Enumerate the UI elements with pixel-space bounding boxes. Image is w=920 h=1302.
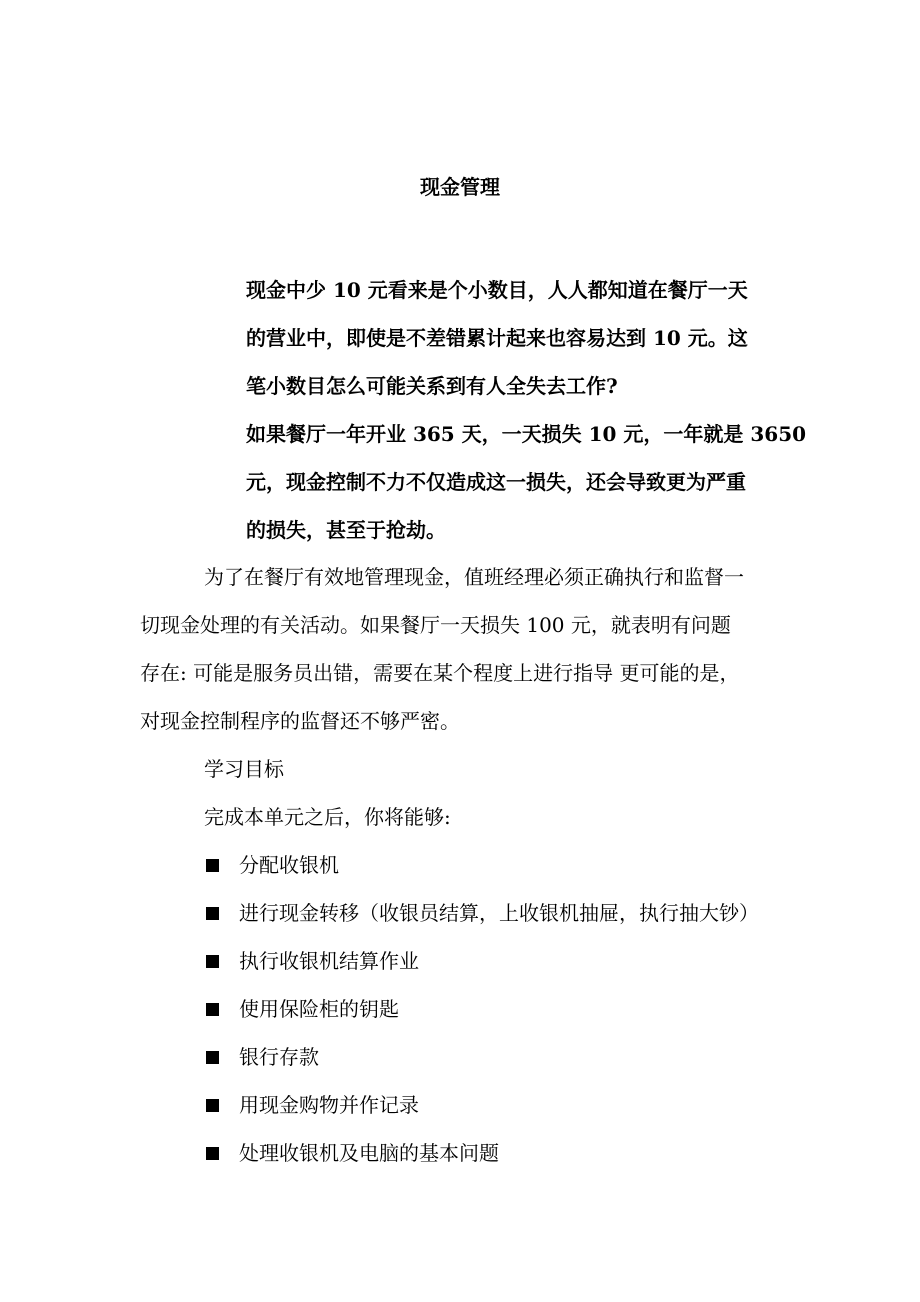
list-item [204, 937, 759, 985]
square-bullet-icon [206, 1147, 219, 1160]
list-item [204, 841, 759, 889]
list-item-text: 使用保险柜的钥匙 [239, 997, 399, 1021]
list-item [204, 1129, 759, 1177]
intro-line: 如果餐厅一年开业 365 天，一天损失 10 元，一年就是 3650 [246, 422, 807, 446]
square-bullet-icon [206, 1099, 219, 1112]
intro-line: 元，现金控制不力不仅造成这一损失，还会导致更为严重 [246, 470, 746, 494]
intro-line: 笔小数目怎么可能关系到有人全失去工作? [246, 374, 618, 398]
list-item-text: 处理收银机及电脑的基本问题 [239, 1141, 499, 1165]
body-line: 切现金处理的有关活动。如果餐厅一天损失 100 元，就表明有问题 [140, 613, 731, 637]
section-lead: 完成本单元之后，你将能够: [204, 805, 451, 829]
intro-line: 的营业中，即使是不差错累计起来也容易达到 10 元。这 [246, 326, 748, 350]
square-bullet-icon [206, 907, 219, 920]
list-item-text: 银行存款 [239, 1045, 319, 1069]
section-heading: 学习目标 [204, 757, 284, 781]
intro-paragraph [246, 266, 846, 554]
square-bullet-icon [206, 1003, 219, 1016]
list-item-text: 执行收银机结算作业 [239, 949, 419, 973]
square-bullet-icon [206, 1051, 219, 1064]
intro-line: 的损失，甚至于抢劫。 [246, 518, 446, 542]
square-bullet-icon [206, 859, 219, 872]
list-item-text: 用现金购物并作记录 [239, 1093, 419, 1117]
learning-objectives-section [204, 745, 451, 841]
objectives-list [204, 841, 759, 1177]
list-item-text: 进行现金转移（收银员结算，上收银机抽屉，执行抽大钞） [239, 901, 759, 925]
list-item [204, 1081, 759, 1129]
list-item [204, 889, 759, 937]
body-line: 对现金控制程序的监督还不够严密。 [140, 709, 460, 733]
intro-line: 现金中少 10 元看来是个小数目，人人都知道在餐厅一天 [246, 278, 748, 302]
body-paragraph [140, 553, 800, 745]
square-bullet-icon [206, 955, 219, 968]
body-line: 存在: 可能是服务员出错，需要在某个程度上进行指导 更可能的是， [140, 661, 740, 685]
page-title: 现金管理 [420, 175, 500, 199]
list-item [204, 985, 759, 1033]
body-line: 为了在餐厅有效地管理现金，值班经理必须正确执行和监督一 [204, 565, 744, 589]
list-item [204, 1033, 759, 1081]
list-item-text: 分配收银机 [239, 853, 339, 877]
